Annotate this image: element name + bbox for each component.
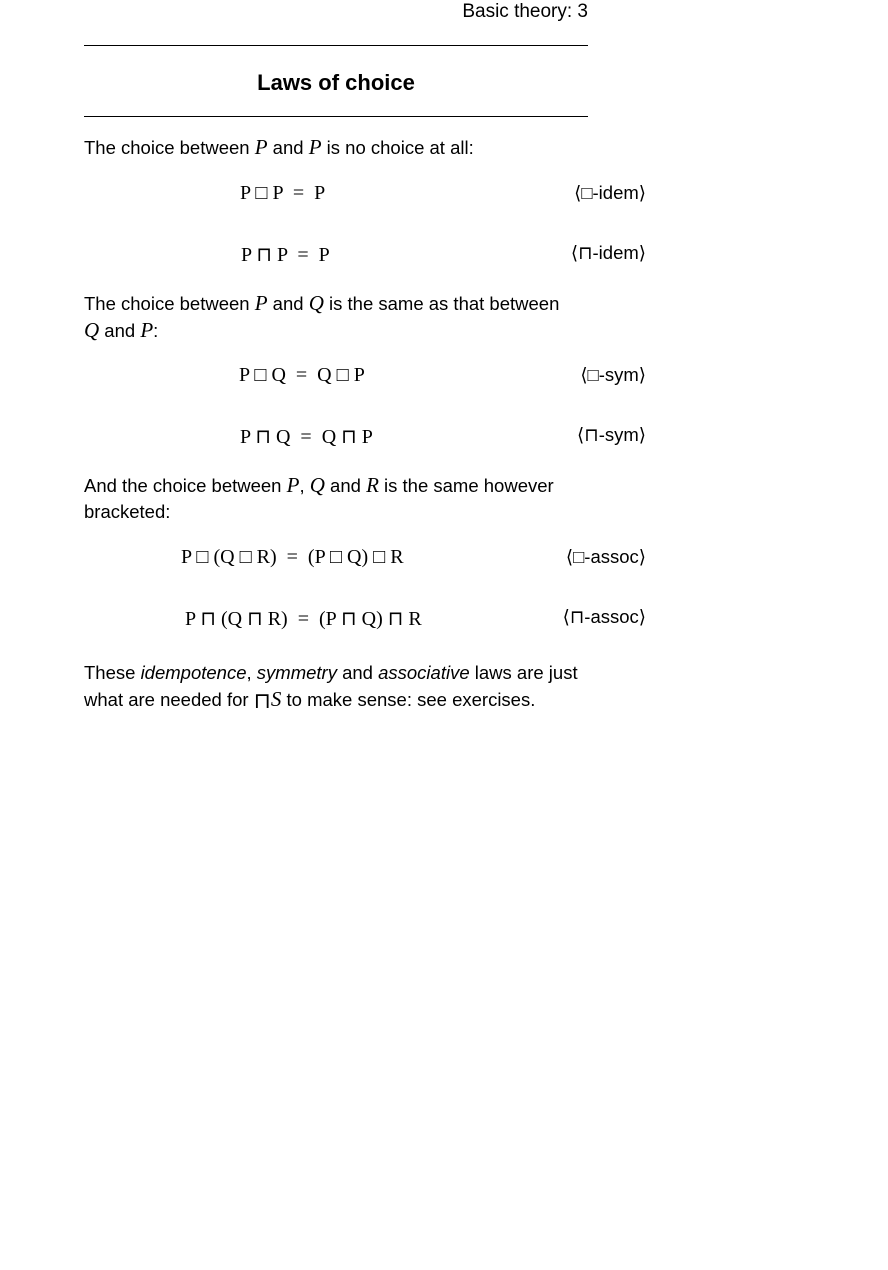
equation-formula: P ⊓ Q = Q ⊓ P bbox=[240, 426, 373, 448]
equation-label: ⟨□-sym⟩ bbox=[580, 364, 646, 385]
equation-formula: P ⊓ P = P bbox=[241, 244, 330, 266]
paragraph-associativity-intro: And the choice between P, Q and R is the same however bracketed: bbox=[84, 473, 554, 522]
paragraph-idempotence-intro: The choice between P and P is no choice at all: bbox=[84, 135, 474, 159]
equation-label: ⟨⊓-assoc⟩ bbox=[562, 606, 646, 627]
equation-row bbox=[84, 606, 646, 634]
equation-label: ⟨⊓-sym⟩ bbox=[577, 424, 646, 445]
equation-row bbox=[84, 182, 646, 210]
equation-row bbox=[84, 364, 646, 392]
bottom-rule bbox=[84, 116, 588, 117]
equation-label: ⟨⊓-idem⟩ bbox=[570, 242, 646, 263]
running-head: Basic theory: 3 bbox=[462, 1, 588, 22]
section-title: Laws of choice bbox=[257, 70, 415, 95]
internal-choice-symbol: ⊓ bbox=[253, 689, 271, 714]
equation-formula: P □ (Q □ R) = (P □ Q) □ R bbox=[181, 546, 404, 568]
equation-label: ⟨□-idem⟩ bbox=[574, 182, 646, 203]
equation-formula: P □ Q = Q □ P bbox=[239, 364, 365, 386]
equation-label: ⟨□-assoc⟩ bbox=[565, 546, 646, 567]
equation-row bbox=[84, 242, 646, 270]
paragraph-symmetry-intro: The choice between P and Q is the same as that between Q and P: bbox=[84, 291, 560, 342]
paragraph-conclusion: These idempotence, symmetry and associative laws are just what are needed for ⊓S to make sense: see exercises. bbox=[84, 662, 578, 714]
equation-formula: P □ P = P bbox=[240, 182, 326, 204]
equation-row bbox=[84, 424, 646, 452]
equation-row bbox=[84, 546, 646, 574]
equation-formula: P ⊓ (Q ⊓ R) = (P ⊓ Q) ⊓ R bbox=[185, 608, 422, 630]
top-rule bbox=[84, 45, 588, 46]
